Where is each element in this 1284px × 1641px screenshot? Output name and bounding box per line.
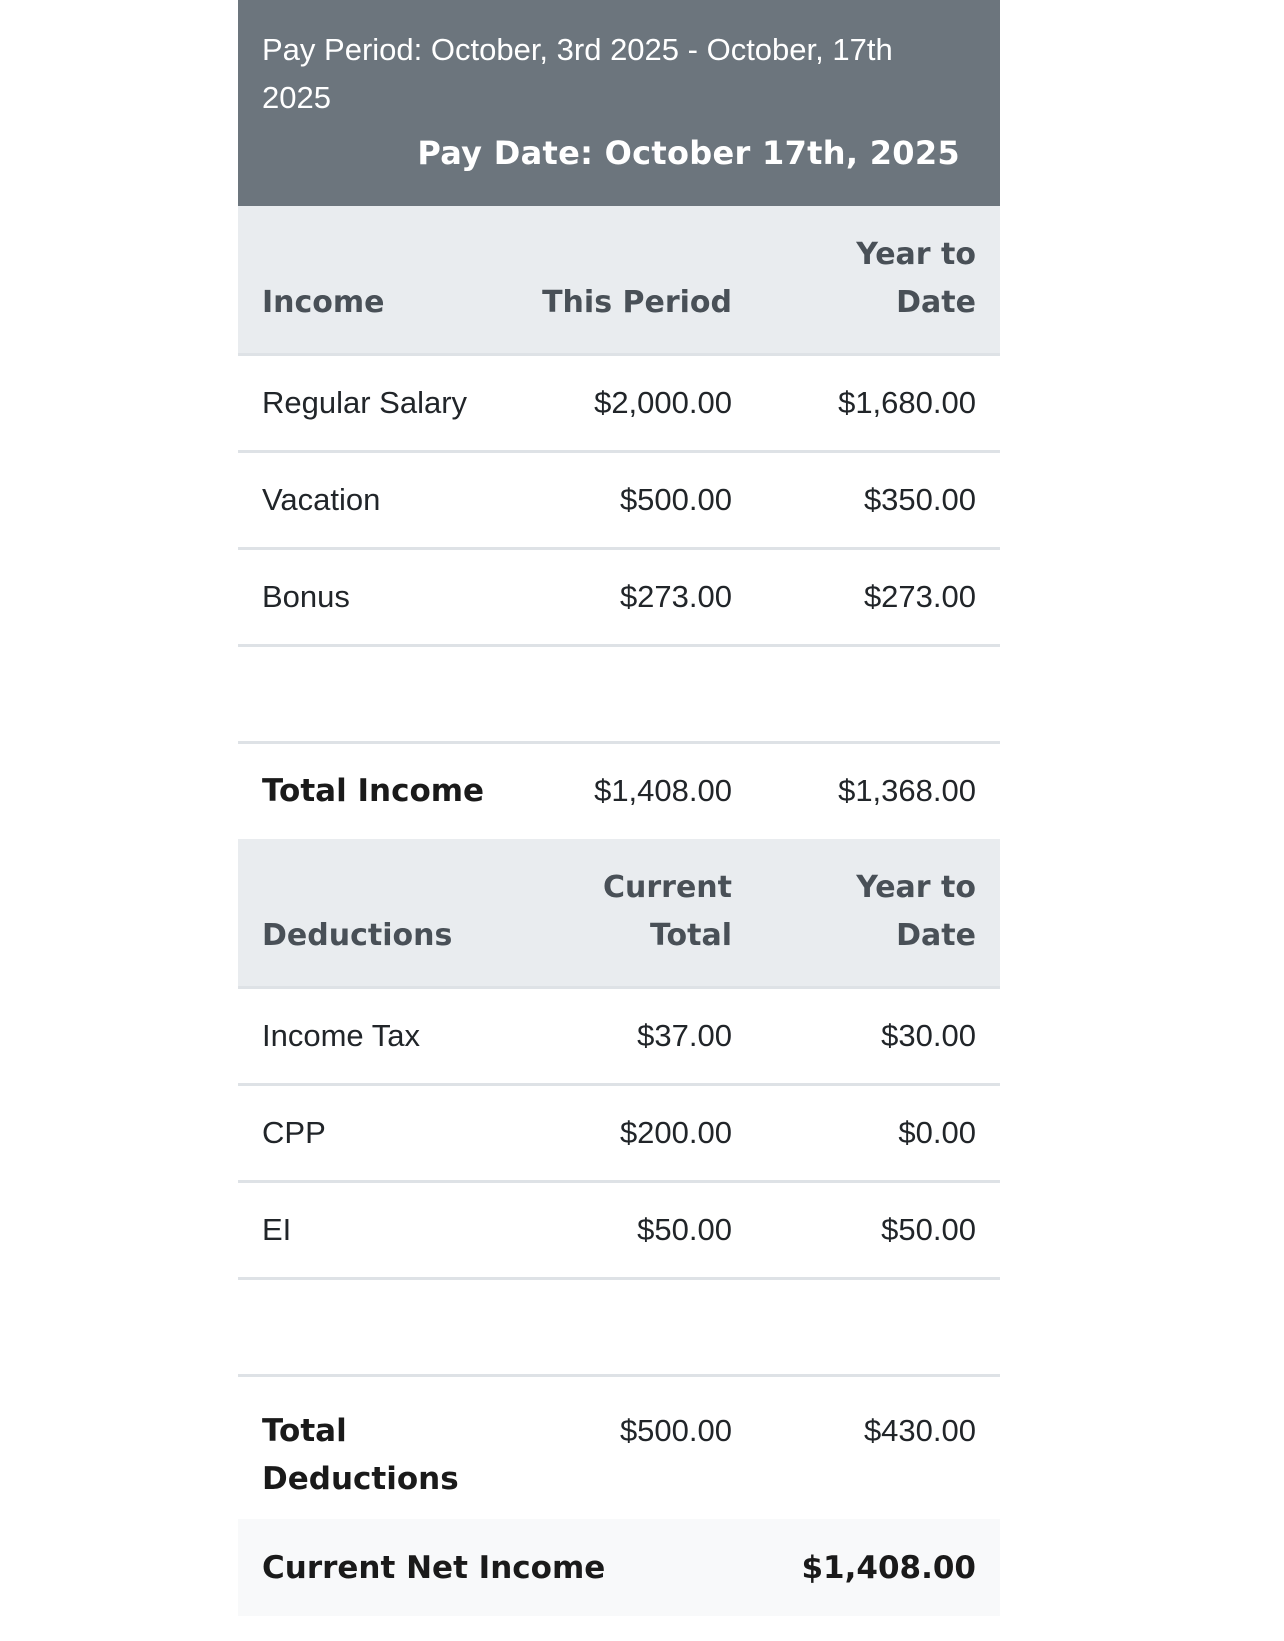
empty-row <box>238 1278 1000 1375</box>
row-ytd-value: $30.00 <box>756 987 1000 1084</box>
pay-date: Pay Date: October 17th, 2025 <box>417 134 960 172</box>
row-ytd-value: $350.00 <box>756 451 1000 548</box>
pay-period: Pay Period: October, 3rd 2025 - October, 17th 2025 <box>262 32 893 115</box>
total-deductions-current: $500.00 <box>619 1412 732 1448</box>
row-period-value: $2,000.00 <box>516 354 756 451</box>
net-income-value: $1,408.00 <box>756 1519 1000 1616</box>
pay-stub-table <box>238 206 1000 1616</box>
table-row <box>238 1181 1000 1278</box>
income-header-ytd: Year to Date <box>756 206 1000 354</box>
empty-row <box>238 645 1000 742</box>
row-label: Regular Salary <box>238 354 516 451</box>
row-label: CPP <box>238 1084 516 1181</box>
deductions-header-label: Deductions <box>238 839 516 987</box>
total-deductions-label: Total Deductions <box>262 1412 459 1497</box>
table-row <box>238 451 1000 548</box>
row-ytd-value: $0.00 <box>756 1084 1000 1181</box>
total-deductions-row <box>238 1375 1000 1519</box>
row-label: EI <box>238 1181 516 1278</box>
row-period-value: $273.00 <box>516 548 756 645</box>
deductions-header-ytd: Year to Date <box>756 839 1000 987</box>
income-header-label: Income <box>238 206 516 354</box>
total-income-period: $1,408.00 <box>594 773 732 809</box>
deductions-header-current: Current Total <box>516 839 756 987</box>
net-income-row <box>238 1519 1000 1616</box>
total-deductions-ytd: $430.00 <box>863 1412 976 1448</box>
row-ytd-value: $1,680.00 <box>756 354 1000 451</box>
row-period-value: $200.00 <box>516 1084 756 1181</box>
income-header-row <box>238 206 1000 354</box>
row-label: Income Tax <box>238 987 516 1084</box>
row-label: Bonus <box>238 548 516 645</box>
table-row <box>238 354 1000 451</box>
row-label: Vacation <box>238 451 516 548</box>
net-income-label: Current Net Income <box>238 1519 756 1616</box>
pay-stub-header <box>238 0 1000 206</box>
table-row <box>238 548 1000 645</box>
row-ytd-value: $273.00 <box>756 548 1000 645</box>
row-ytd-value: $50.00 <box>756 1181 1000 1278</box>
total-income-row <box>238 742 1000 839</box>
row-period-value: $50.00 <box>516 1181 756 1278</box>
total-income-label: Total Income <box>262 773 485 810</box>
row-period-value: $37.00 <box>516 987 756 1084</box>
total-income-ytd: $1,368.00 <box>838 773 976 809</box>
deductions-header-row <box>238 839 1000 987</box>
pay-stub <box>238 0 1000 1616</box>
table-row <box>238 1084 1000 1181</box>
row-period-value: $500.00 <box>516 451 756 548</box>
income-header-period: This Period <box>516 206 756 354</box>
table-row <box>238 987 1000 1084</box>
